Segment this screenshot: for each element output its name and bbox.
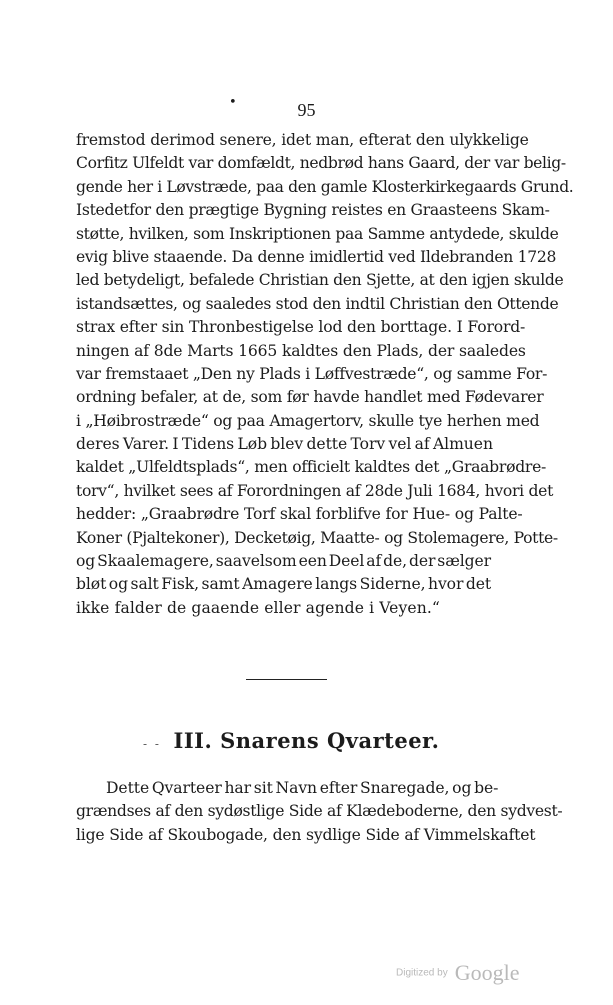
page-number: 95 (297, 100, 316, 120)
body-line: led betydeligt, befalede Christian den Sjette, at den igjen skulde (76, 271, 564, 290)
body-line: ningen af 8de Marts 1665 kaldtes den Plads, der saaledes (76, 341, 526, 360)
body-line: ordning befaler, at de, som før havde handlet med Fødevarer (76, 388, 544, 407)
section-line: lige Side af Skoubogade, den sydlige Side af Vimmelskaftet (76, 825, 536, 844)
body-line: evig blive staaende. Da denne imidlertid ved Ildebranden 1728 (76, 247, 557, 266)
body-line: deres Varer. I Tidens Løb blev dette Torv vel af Almuen (76, 435, 493, 454)
section-numeral: III. (173, 728, 213, 753)
section-heading (0, 727, 613, 755)
section-paragraph (76, 777, 563, 847)
body-line: Istedetfor den prægtige Bygning reistes en Graasteens Skam- (76, 201, 550, 220)
body-line: Koner (Pjaltekoner), Decketøig, Maatte- og Stolemagere, Potte- (76, 528, 558, 547)
body-line: og Skaalemagere, saavelsom een Deel af de, der sælger (76, 552, 492, 571)
heading-mark: - - (143, 737, 161, 751)
body-line: strax efter sin Thronbestigelse lod den borttage. I Forord- (76, 318, 526, 337)
page-top-mark: • (229, 95, 237, 110)
body-line: bløt og salt Fisk, samt Amagere langs Siderne, hvor det (76, 575, 492, 594)
body-paragraph (76, 129, 574, 620)
body-line: Corfitz Ulfeldt var domfældt, nedbrød hans Gaard, der var belig- (76, 154, 566, 173)
body-line: hedder: „Graabrødre Torf skal forblifve for Hue- og Palte- (76, 505, 523, 524)
body-line: torv“, hvilket sees af Forordningen af 28de Juli 1684, hvori det (76, 481, 554, 500)
section-divider (246, 679, 327, 680)
body-line: i „Høibrostræde“ og paa Amagertorv, skulle tye herhen med (76, 411, 540, 430)
watermark-brand: Google (454, 960, 520, 985)
section-title: Snarens Qvarteer. (220, 728, 440, 753)
body-line: istandsættes, og saaledes stod den indtil Christian den Ottende (76, 294, 559, 313)
body-line: gende her i Løvstræde, paa den gamle Klosterkirkegaards Grund. (76, 177, 574, 196)
section-line: Dette Qvarteer har sit Navn efter Snaregade, og be- (106, 779, 499, 797)
body-line: fremstod derimod senere, idet man, efterat den ulykkelige (76, 131, 529, 149)
digitization-watermark (396, 960, 520, 986)
watermark-prefix: Digitized by (396, 967, 448, 979)
body-line: kaldet „Ulfeldtsplads“, men officielt kaldtes det „Graabrødre- (76, 458, 547, 477)
section-line: grændses af den sydøstlige Side af Klædeboderne, den sydvest- (76, 802, 563, 821)
body-line: støtte, hvilken, som Inskriptionen paa Samme antydede, skulde (76, 224, 559, 243)
body-line: var fremstaaet „Den ny Plads i Løffvestræde“, og samme For- (76, 364, 548, 383)
body-line: ikke falder de gaaende eller agende i Veyen.“ (76, 598, 441, 617)
